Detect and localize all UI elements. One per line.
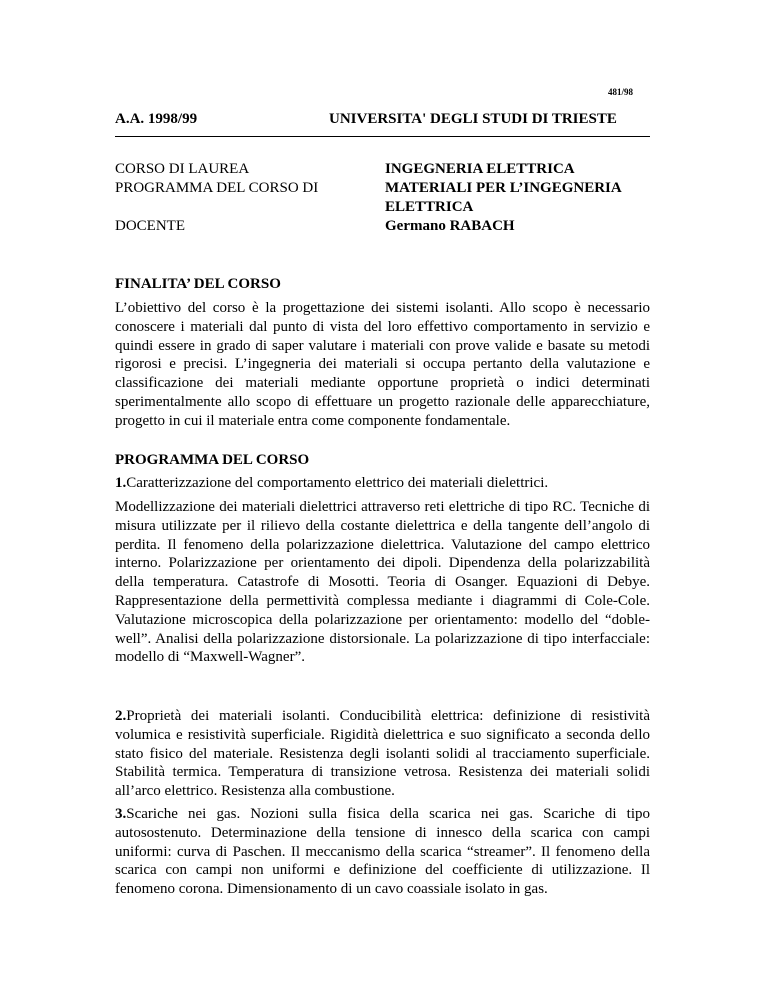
program-item-1-number: 1. xyxy=(115,475,127,491)
program-item-3 xyxy=(115,805,650,899)
finalita-text: L’obiettivo del corso è la progettazione dei sistemi isolanti. Allo scopo è necessario conoscere i materiali dal punto di vista del loro effettivo comportamento in servizio e quindi essere in grado di saper valutare i materiali con prove valide e basate su metodi rigorosi e precisi. L’ingegneria dei materiali si occupa pertanto della valutazione e classificazione dei materiali mediante opportune proprietà o indici determinati sperimentalmente allo scopo di effettuare un progetto razionale delle apparecchiature, progetto in cui il materiale entra come componente fondamentale. xyxy=(115,300,650,429)
value-programma-line1: MATERIALI PER L’INGEGNERIA xyxy=(385,180,622,196)
academic-year: A.A. 1998/99 xyxy=(115,111,198,127)
finalita-heading: FINALITA’ DEL CORSO xyxy=(115,276,281,292)
label-docente: DOCENTE xyxy=(115,218,185,234)
program-item-2 xyxy=(115,707,650,801)
program-item-1-title-text: Caratterizzazione del comportamento elettrico dei materiali dielettrici. xyxy=(126,475,549,491)
programma-heading: PROGRAMMA DEL CORSO xyxy=(115,452,310,468)
value-corso-di-laurea: INGEGNERIA ELETTRICA xyxy=(385,161,575,177)
university-name: UNIVERSITA' DEGLI STUDI DI TRIESTE xyxy=(329,111,617,127)
label-programma-del-corso: PROGRAMMA DEL CORSO DI xyxy=(115,180,319,196)
program-item-1-title xyxy=(115,474,650,493)
value-programma-line2: ELETTRICA xyxy=(385,199,474,215)
document-number: 481/98 xyxy=(608,87,634,97)
program-item-2-text: Proprietà dei materiali isolanti. Conducibilità elettrica: definizione di resistività volumica e resistività superficiale. Rigidità dielettrica e suo significato a seconda dello stato fisico del materiale. Resistenza degli isolanti solidi al tracciamento superficiale. Stabilità termica. Temperatura di transizione vetrosa. Resistenza dei materiali solidi all’arco elettrico. Resistenza alla combustione. xyxy=(115,708,650,800)
program-item-3-text: Scariche nei gas. Nozioni sulla fisica della scarica nei gas. Scariche di tipo autosostenuto. Determinazione della tensione di innesco della scarica con campi uniformi: curva di Paschen. Il meccanismo della scarica “streamer”. Il fenomeno della scarica con campi non uniformi e definizione del coefficiente di utilizzazione. Il fenomeno corona. Dimensionamento di un cavo coassiale isolato in gas. xyxy=(115,806,650,898)
label-corso-di-laurea: CORSO DI LAUREA xyxy=(115,161,250,177)
program-item-1-text: Modellizzazione dei materiali dielettrici attraverso reti elettriche di tipo RC. Tecniche di misura utilizzate per il rilievo della costante dielettrica e della tangente dell’angolo di perdita. Il fenomeno della polarizzazione dielettrica. Valutazione del campo elettrico interno. Polarizzazione per orientamento dei dipoli. Dipendenza della polarizzabilità della temperatura. Catastrofe di Mosotti. Teoria di Osanger. Equazioni di Debye. Rappresentazione della permettività complessa mediante i diagrammi di Cole-Cole. Valutazione microscopica della polarizzazione per orientamento: modello del “doble-well”. Analisi della polarizzazione distorsionale. La polarizzazione di tipo interfacciale: modello di “Maxwell-Wagner”. xyxy=(115,499,650,666)
header-divider xyxy=(115,136,650,137)
program-item-3-number: 3. xyxy=(115,806,127,822)
value-docente: Germano RABACH xyxy=(385,218,515,234)
program-item-2-number: 2. xyxy=(115,708,127,724)
